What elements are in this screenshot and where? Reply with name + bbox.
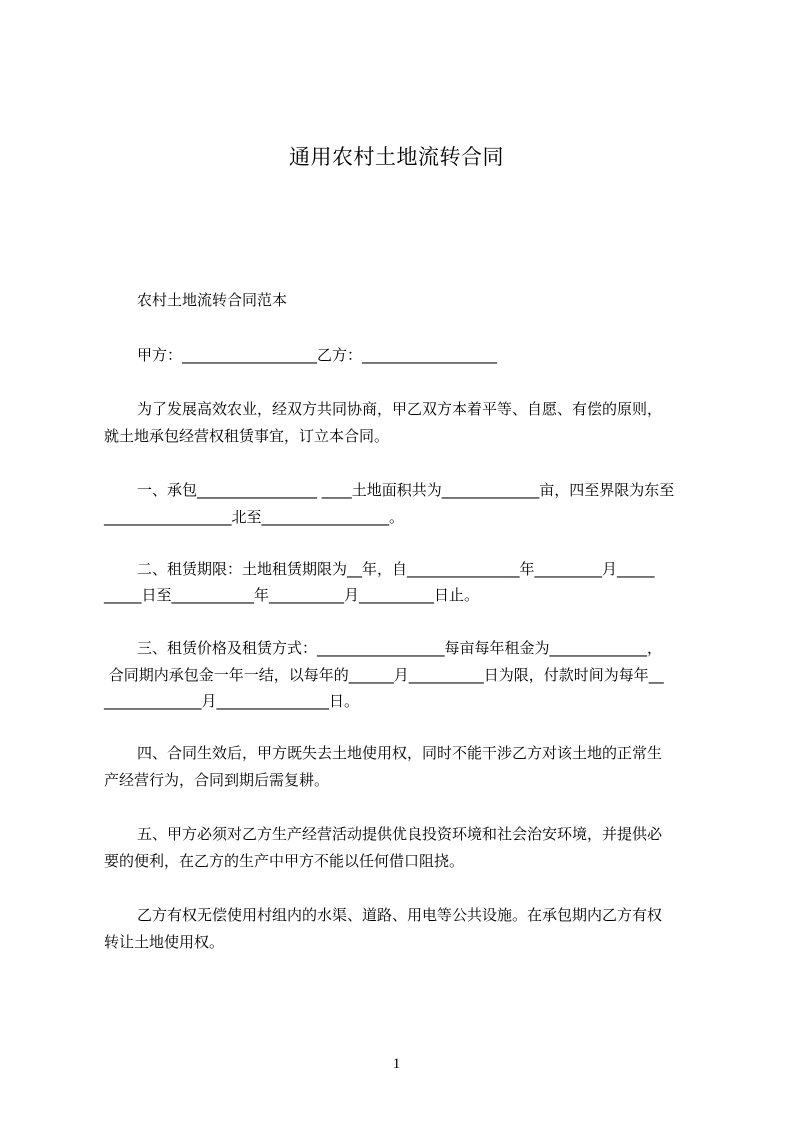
paragraph-3-line-1: 二、租赁期限：土地租赁期限为__年，自_______________年_________月_____: [137, 560, 655, 578]
paragraph-6-line-2: 要的便利，在乙方的生产中甲方不能以任何借口阻挠。: [104, 852, 465, 870]
parties-line: 甲方：__________________乙方：__________________: [137, 346, 498, 364]
paragraph-6-line-1: 五、甲方必须对乙方生产经营活动提供优良投资环境和社会治安环境，并提供必: [137, 825, 663, 843]
paragraph-1-line-1: 为了发展高效农业，经双方共同协商，甲乙双方本着平等、自愿、有偿的原则，: [137, 400, 663, 418]
paragraph-3-line-2: _____日至___________年__________月__________日止。: [104, 586, 480, 604]
paragraph-4-line-3: _____________月_______________日。: [104, 692, 360, 710]
paragraph-7-line-2: 转让土地使用权。: [104, 933, 225, 951]
paragraph-7-line-1: 乙方有权无偿使用村组内的水渠、道路、用电等公共设施。在承包期内乙方有权: [137, 906, 663, 924]
paragraph-2-line-1: 一、承包________________ ____土地面积共为_____________亩，四至界限为东至: [137, 481, 675, 499]
paragraph-4-line-2: 合同期内承包金一年一结，以每年的______月__________日为限，付款时间为每年__: [104, 666, 664, 684]
paragraph-5-line-1: 四、合同生效后，甲方既失去土地使用权，同时不能干涉乙方对该土地的正常生: [137, 744, 663, 762]
paragraph-2-line-2: _________________北至_________________。: [104, 508, 405, 526]
page-number: 1: [392, 1056, 401, 1072]
paragraph-5-line-2: 产经营行为，合同到期后需复耕。: [104, 771, 330, 789]
paragraph-1-line-2: 就土地承包经营权租赁事宜，订立本合同。: [104, 427, 390, 445]
paragraph-4-line-1: 三、租赁价格及租赁方式：_________________每亩每年租金为_____________，: [137, 639, 663, 657]
document-title: 通用农村土地流转合同: [289, 145, 504, 169]
subtitle: 农村土地流转合同范本: [137, 291, 288, 309]
